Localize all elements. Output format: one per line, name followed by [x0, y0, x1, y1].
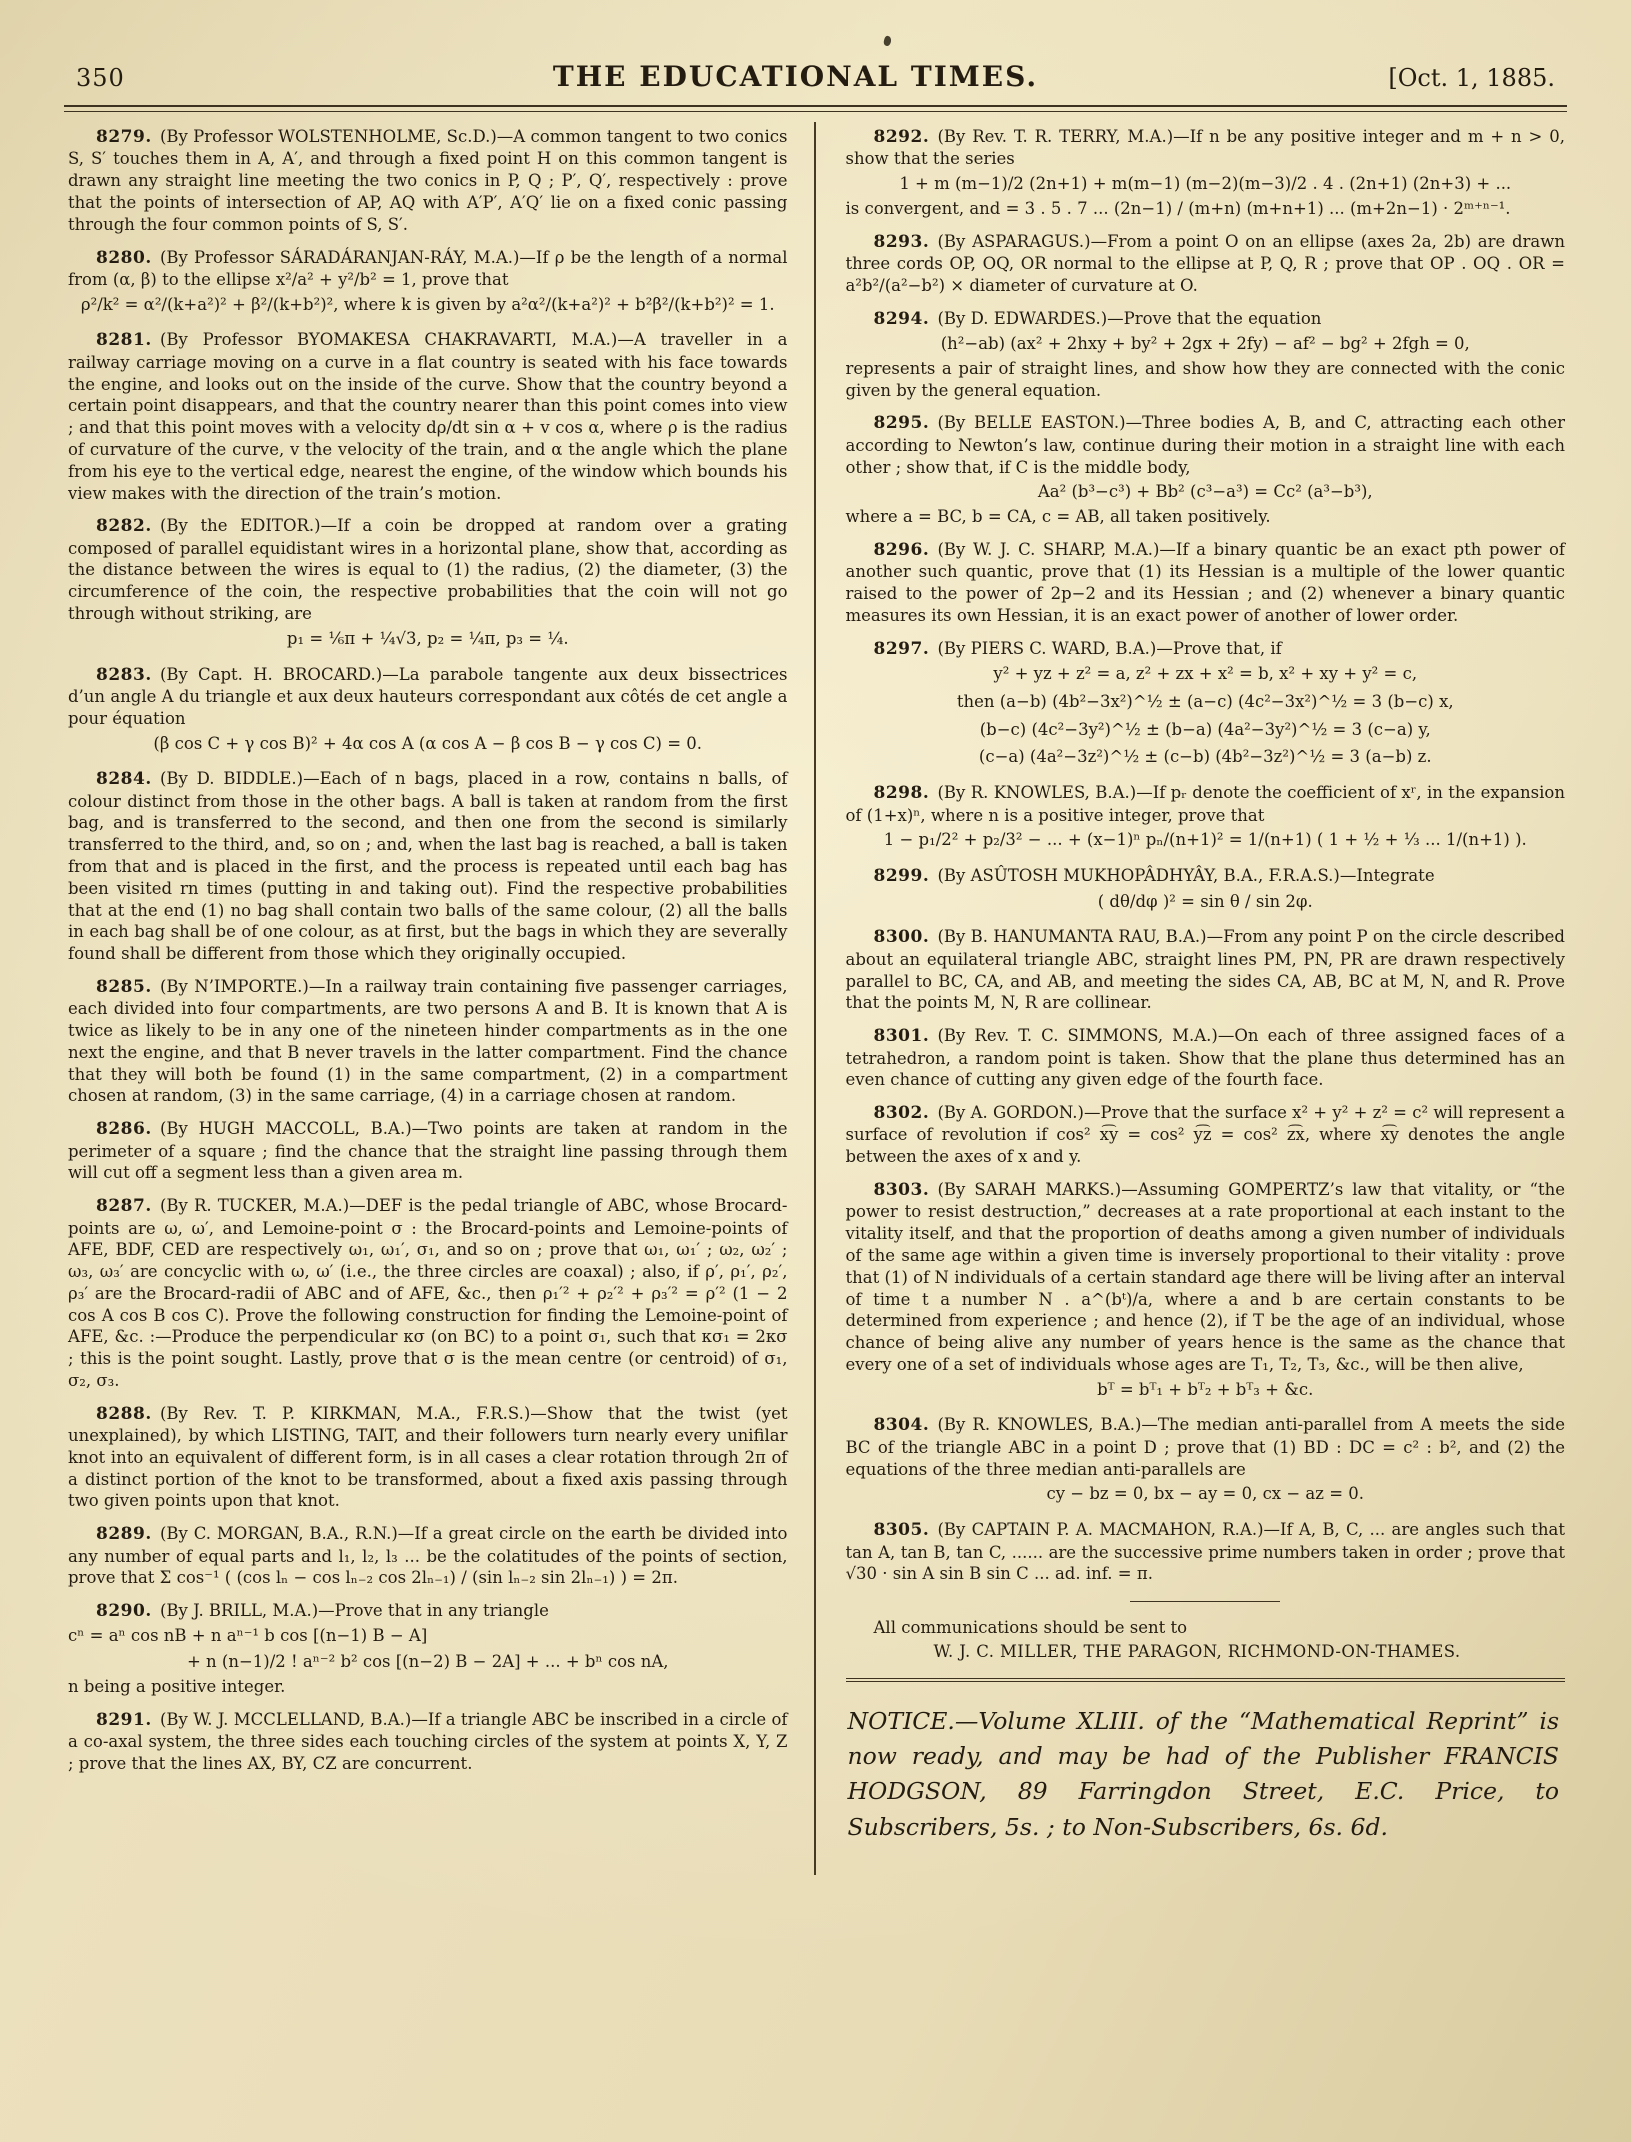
problem-8288	[68, 1403, 788, 1513]
problem-8284	[68, 768, 788, 965]
problem-number: 8284.	[96, 769, 152, 790]
problem-text: 8286. (By HUGH MACCOLL, B.A.)—Two points are taken at random in the perimeter of a square ; find the chance that the straight line passing through them will cut off a segment less than a given area m.	[68, 1119, 788, 1183]
problem-text: 8294. (By D. EDWARDES.)—Prove that the equation	[873, 308, 1322, 329]
problem-8305	[846, 1519, 1566, 1585]
problem-number: 8281.	[96, 330, 152, 351]
problem-8295	[846, 412, 1566, 528]
problem-text: 8301. (By Rev. T. C. SIMMONS, M.A.)—On each of three assigned faces of a tetrahedron, a random point is taken. Show that the plane thus determined has an even chance of cutting any given edge of the fourth face.	[845, 1026, 1565, 1090]
masthead	[64, 46, 1567, 103]
problem-number: 8302.	[873, 1103, 930, 1124]
equation: ρ²/k² = α²/(k+a²)² + β²/(k+b²)², where k is given by a²α²/(k+a²)² + b²β²/(k+b²)² = 1.	[80, 294, 775, 314]
notice-rule-top	[846, 1678, 1566, 1679]
problem-number: 8294.	[873, 308, 930, 329]
problem-text: 8288. (By Rev. T. P. KIRKMAN, M.A., F.R.S.)—Show that the twist (yet unexplained), by which LISTING, TAIT, and their followers turn nearly every unifilar knot into an equivalent of different form, is in all cases a clear rotation through 2π of a distinct portion of the knot to be transformed, about a fixed axis passing through two given points upon that knot.	[68, 1403, 788, 1511]
problem-8291	[68, 1709, 788, 1775]
problem-text: 8292. (By Rev. T. R. TERRY, M.A.)—If n be any positive integer and m + n > 0, show that the series	[845, 127, 1565, 169]
equation: bᵀ = bᵀ₁ + bᵀ₂ + bᵀ₃ + &c.	[1097, 1379, 1314, 1399]
problem-text: n being a positive integer.	[68, 1677, 286, 1697]
equation: Aa² (b³−c³) + Bb² (c³−a³) = Cc² (a³−b³),	[1037, 482, 1373, 502]
problem-text: 8295. (By BELLE EASTON.)—Three bodies A, B, and C, attracting each other according to Newton’s law, continue during their motion in a straight line with each other ; show that, if C is the middle body,	[845, 413, 1565, 477]
problem-number: 8282.	[96, 516, 152, 537]
problem-8296	[846, 539, 1566, 627]
column-left	[64, 122, 816, 1875]
problem-8300	[846, 926, 1566, 1014]
problem-text: represents a pair of straight lines, and show how they are connected with the conic given by the general equation.	[845, 358, 1565, 400]
problem-number: 8279.	[96, 127, 152, 147]
problem-8303	[846, 1179, 1566, 1403]
problem-text: 8296. (By W. J. C. SHARP, M.A.)—If a binary quantic be an exact pth power of another such quantic, prove that (1) its Hessian is a multiple of the lower quantic raised to the power of 2p−2 and its Hessian ; and (2) whenever a binary quantic measures its own Hessian, it is an exact power of another of lower order.	[845, 539, 1565, 625]
problem-8289	[68, 1523, 788, 1589]
equation: 1 − p₁/2² + p₂/3² − ... + (x−1)ⁿ pₙ/(n+1)² = 1/(n+1) ( 1 + ½ + ⅓ ... 1/(n+1) ).	[883, 830, 1527, 850]
problem-number: 8290.	[96, 1601, 152, 1622]
problem-8301	[846, 1025, 1566, 1091]
problem-number: 8286.	[96, 1119, 152, 1140]
problem-number: 8289.	[96, 1524, 152, 1545]
equation: (β cos C + γ cos B)² + 4α cos A (α cos A − β cos B − γ cos C) = 0.	[153, 733, 703, 753]
problems-right	[846, 126, 1566, 1585]
page-number: 350	[76, 64, 125, 92]
problem-8293	[846, 231, 1566, 297]
problem-text: 8284. (By D. BIDDLE.)—Each of n bags, placed in a row, contains n balls, of colour distinct from those in the other bags. A ball is taken at random from the first bag, and is transferred to the second, and then one from the second is similarly transferred to the third, and, so on ; and, when the last bag is reached, a ball is taken from that and is placed in the first, and the process is repeated until each bag has been visited rn times (putting in and taking out). Find the respective probabilities that at the end (1) no bag shall contain two balls of the same colour, (2) all the balls in each bag shall be of one colour, as at first, but the bags in which they are severally found shall be different from those which they originally occupied.	[68, 769, 788, 964]
issue-date: [Oct. 1, 1885.	[1388, 64, 1555, 92]
problem-text: 8283. (By Capt. H. BROCARD.)—La parabole tangente aux deux bissectrices d’un angle A du triangle et aux deux hauteurs correspondant aux côtés de cet angle a pour équation	[68, 664, 788, 728]
problem-number: 8285.	[96, 976, 152, 997]
problem-text: 8303. (By SARAH MARKS.)—Assuming GOMPERTZ’s law that vitality, or “the power to resist destruction,” decreases at a rate proportional at each instant to the vitality itself, and that the proportion of deaths among a given number of individuals of the same age within a given time is inversely proportional to their vitality : prove that (1) of N individuals of a certain standard age there will be living after an interval of time t a number N . a^(bᵗ)/a, where a and b are certain constants to be determined from experience ; and hence (2), if T be the age of an individual, whose chance of being alive any number of years hence is the same as the chance that every one of a set of individuals whose ages are T₁, T₂, T₃, &c., will be then alive,	[845, 1180, 1565, 1374]
problem-text: 8302. (By A. GORDON.)—Prove that the surface x² + y² + z² = c² will represent a surface of revolution if cos² x͡y = cos² y͡z = cos² z͡x, where x͡y denotes the angle between the axes of x and y.	[845, 1103, 1565, 1167]
problems-left	[68, 126, 788, 1775]
problem-text: 8287. (By R. TUCKER, M.A.)—DEF is the pedal triangle of ABC, whose Brocard-points are ω, ω′, and Lemoine-point σ : the Brocard-points and Lemoine-points of AFE, BDF, CED are respectively ω₁, ω₁′, σ₁, and so on ; prove that ω₁, ω₁′ ; ω₂, ω₂′ ; ω₃, ω₃′ are concyclic with ω, ω′ (i.e., the three circles are coaxal) ; also, if ρ′, ρ₁′, ρ₂′, ρ₃′ are the Brocard-radii of ABC and of AFE, &c., then ρ₁′² + ρ₂′² + ρ₃′² = ρ′² (1 − 2 cos A cos B cos C). Prove the following construction for finding the Lemoine-point of AFE, &c. :—Produce the perpendicular κσ (on BC) to a point σ₁, such that κσ₁ = 2κσ ; this is the point sought. Lastly, prove that σ is the mean centre (or centroid) of σ₁, σ₂, σ₃.	[68, 1196, 788, 1390]
header-rule	[64, 105, 1567, 112]
problem-8282	[68, 515, 788, 652]
equation: y² + yz + z² = a, z² + zx + x² = b, x² + xy + y² = c,	[993, 664, 1418, 684]
problem-text: 8289. (By C. MORGAN, B.A., R.N.)—If a great circle on the earth be divided into any number of equal parts and l₁, l₂, l₃ ... be the colatitudes of the points of section, prove that Σ cos⁻¹ ( (cos lₙ − cos lₙ₋₂ cos 2lₙ₋₁) / (sin lₙ₋₂ sin 2lₙ₋₁) ) = 2π.	[68, 1524, 788, 1588]
problem-number: 8280.	[96, 247, 152, 268]
problem-8285	[68, 976, 788, 1107]
notice-rule-bottom	[846, 1681, 1566, 1682]
problem-number: 8304.	[873, 1415, 930, 1436]
equation: (c−a) (4a²−3z²)^½ ± (c−b) (4b²−3z²)^½ = 3 (a−b) z.	[978, 747, 1432, 767]
problem-text: is convergent, and = 3 . 5 . 7 ... (2n−1) / (m+n) (m+n+1) ... (m+2n−1) · 2ᵐ⁺ⁿ⁻¹.	[845, 198, 1511, 218]
problem-8279	[68, 126, 788, 236]
problem-text: 8293. (By ASPARAGUS.)—From a point O on an ellipse (axes 2a, 2b) are drawn three cords OP, OQ, OR normal to the ellipse at P, Q, R ; prove that OP . OQ . OR = a²b²/(a²−b²) × diameter of curvature at O.	[845, 231, 1565, 295]
equation: ( dθ/dφ )² = sin θ / sin 2φ.	[1097, 891, 1313, 911]
problem-number: 8291.	[96, 1709, 152, 1730]
problem-text: 8304. (By R. KNOWLES, B.A.)—The median anti-parallel from A meets the side BC of the triangle ABC in a point D ; prove that (1) BD : DC = c² : b², and (2) the equations of the three median anti-parallels are	[845, 1415, 1565, 1479]
problem-number: 8303.	[873, 1180, 930, 1201]
problem-8280	[68, 247, 788, 319]
equation: p₁ = ⅙π + ¼√3, p₂ = ¼π, p₃ = ¼.	[286, 628, 569, 648]
problem-8294	[846, 308, 1566, 402]
communications-line1: All communications should be sent to	[873, 1618, 1188, 1638]
problem-8304	[846, 1414, 1566, 1508]
problem-text: 8280. (By Professor SÁRADÁRANJAN-RÁY, M.A.)—If ρ be the length of a normal from (α, β) to the ellipse x²/a² + y²/b² = 1, prove that	[68, 247, 788, 289]
column-right	[816, 122, 1568, 1875]
problem-text: 8299. (By ASÛTOSH MUKHOPÂDHYÂY, B.A., F.R.A.S.)—Integrate	[873, 866, 1435, 887]
problem-number: 8288.	[96, 1403, 152, 1424]
problem-text: 8300. (By B. HANUMANTA RAU, B.A.)—From any point P on the circle described about an equilateral triangle ABC, straight lines PM, PN, PR are drawn respectively parallel to BC, CA, and AB, and meeting the sides CA, AB, BC at M, N, and R. Prove that the points M, N, R are collinear.	[845, 927, 1565, 1013]
problem-text: where a = BC, b = CA, c = AB, all taken positively.	[845, 507, 1271, 527]
communications-line2: W. J. C. MILLER, THE PARAGON, RICHMOND-ON-THAMES.	[933, 1641, 1461, 1661]
problem-number: 8300.	[873, 927, 930, 948]
communications-note	[846, 1616, 1566, 1664]
equation: cⁿ = aⁿ cos nB + n aⁿ⁻¹ b cos [(n−1) B − A]	[68, 1625, 428, 1645]
equation: cy − bz = 0, bx − ay = 0, cx − az = 0.	[1046, 1484, 1365, 1504]
problem-8281	[68, 329, 788, 504]
problem-text: 8282. (By the EDITOR.)—If a coin be dropped at random over a grating composed of parallel equidistant wires in a horizontal plane, show that, according as the distance between the wires is equal to (1) the radius, (2) the diameter, (3) the circumference of the coin, the respective probabilities that the coin will not go through without striking, are	[68, 516, 788, 623]
problem-number: 8301.	[873, 1026, 930, 1047]
problem-number: 8299.	[873, 866, 930, 887]
problem-8286	[68, 1118, 788, 1184]
problem-text: 8298. (By R. KNOWLES, B.A.)—If pᵣ denote the coefficient of xʳ, in the expansion of (1+x)ⁿ, where n is a positive integer, prove that	[845, 783, 1565, 825]
problem-8290	[68, 1600, 788, 1698]
equation: 1 + m (m−1)/2 (2n+1) + m(m−1) (m−2)(m−3)/2 . 4 . (2n+1) (2n+3) + ...	[899, 174, 1512, 194]
two-column-body	[64, 122, 1567, 1875]
problem-text: 8279. (By Professor WOLSTENHOLME, Sc.D.)—A common tangent to two conics S, S′ touches them in A, A′, and through a fixed point H on this common tangent is drawn any straight line meeting the two conics in P, Q ; P′, Q′, respectively : prove that the points of intersection of AP, AQ with A′P′, A′Q′ lie on a fixed conic passing through the four common points of S, S′.	[68, 127, 788, 234]
problem-8299	[846, 865, 1566, 915]
problem-number: 8293.	[873, 231, 930, 252]
problem-8297	[846, 638, 1566, 772]
problem-number: 8295.	[873, 413, 930, 434]
problem-8283	[68, 664, 788, 758]
problem-number: 8287.	[96, 1196, 152, 1217]
problem-8287	[68, 1195, 788, 1392]
equation: then (a−b) (4b²−3x²)^½ ± (a−c) (4c²−3x²)^½ = 3 (b−c) x,	[956, 691, 1454, 711]
problem-number: 8283.	[96, 664, 152, 685]
problem-number: 8298.	[873, 783, 930, 804]
problem-number: 8305.	[873, 1520, 930, 1541]
problem-number: 8296.	[873, 539, 930, 560]
problem-number: 8292.	[873, 127, 930, 147]
equation: (b−c) (4c²−3y²)^½ ± (b−a) (4a²−3y²)^½ = 3 (c−a) y,	[979, 719, 1431, 739]
equation: (h²−ab) (ax² + 2hxy + by² + 2gx + 2fy) − af² − bg² + 2fgh = 0,	[940, 334, 1470, 354]
equation: + n (n−1)/2 ! aⁿ⁻² b² cos [(n−2) B − 2A] + ... + bⁿ cos nA,	[186, 1652, 669, 1672]
problem-text: 8297. (By PIERS C. WARD, B.A.)—Prove that, if	[873, 638, 1282, 659]
problem-8298	[846, 782, 1566, 854]
problem-text: 8290. (By J. BRILL, M.A.)—Prove that in any triangle	[96, 1601, 549, 1622]
section-divider	[1130, 1601, 1280, 1602]
problem-text: 8291. (By W. J. MCCLELLAND, B.A.)—If a triangle ABC be inscribed in a circle of a co-axal system, the three sides each touching circles of the system at points X, Y, Z ; prove that the lines AX, BY, CZ are concurrent.	[68, 1709, 788, 1774]
problem-number: 8297.	[873, 638, 930, 659]
problem-text: 8285. (By N’IMPORTE.)—In a railway train containing five passenger carriages, each divided into four compartments, are two persons A and B. It is known that A is twice as likely to be in any one of the nineteen hinder compartments as in the one next the engine, and that B never travels in the latter compartment. Find the chance that they will both be found (1) in the same compartment, (2) in a compartment chosen at random, (3) in the same carriage, (4) in a carriage chosen at random.	[68, 976, 788, 1106]
problem-8302	[846, 1102, 1566, 1168]
page-title: THE EDUCATIONAL TIMES.	[552, 60, 1039, 93]
problem-8292	[846, 126, 1566, 220]
problem-text: 8305. (By CAPTAIN P. A. MACMAHON, R.A.)—If A, B, C, ... are angles such that tan A, tan B, tan C, ...... are the successive prime numbers taken in order ; prove that √30 · sin A sin B sin C ... ad. inf. = π.	[845, 1520, 1565, 1584]
publisher-notice: NOTICE.—Volume XLIII. of the “Mathematical Reprint” is now ready, and may be had of the Publisher FRANCIS HODGSON, 89 Farringdon Street, E.C. Price, to Subscribers, 5s. ; to Non-Subscribers, 6s. 6d.	[847, 1706, 1559, 1841]
problem-text: 8281. (By Professor BYOMAKESA CHAKRAVARTI, M.A.)—A traveller in a railway carriage moving on a curve in a flat country is seated with his face towards the engine, and looks out on the inside of the curve. Show that the country beyond a certain point disappears, and that the country nearer than this point comes into view ; and that this point moves with a velocity dρ/dt sin α + v cos α, where ρ is the radius of curvature of the curve, v the velocity of the train, and α the angle which the plane from his eye to the vertical edge, nearest the engine, of the window which bounds his view makes with the direction of the train’s motion.	[68, 330, 788, 503]
